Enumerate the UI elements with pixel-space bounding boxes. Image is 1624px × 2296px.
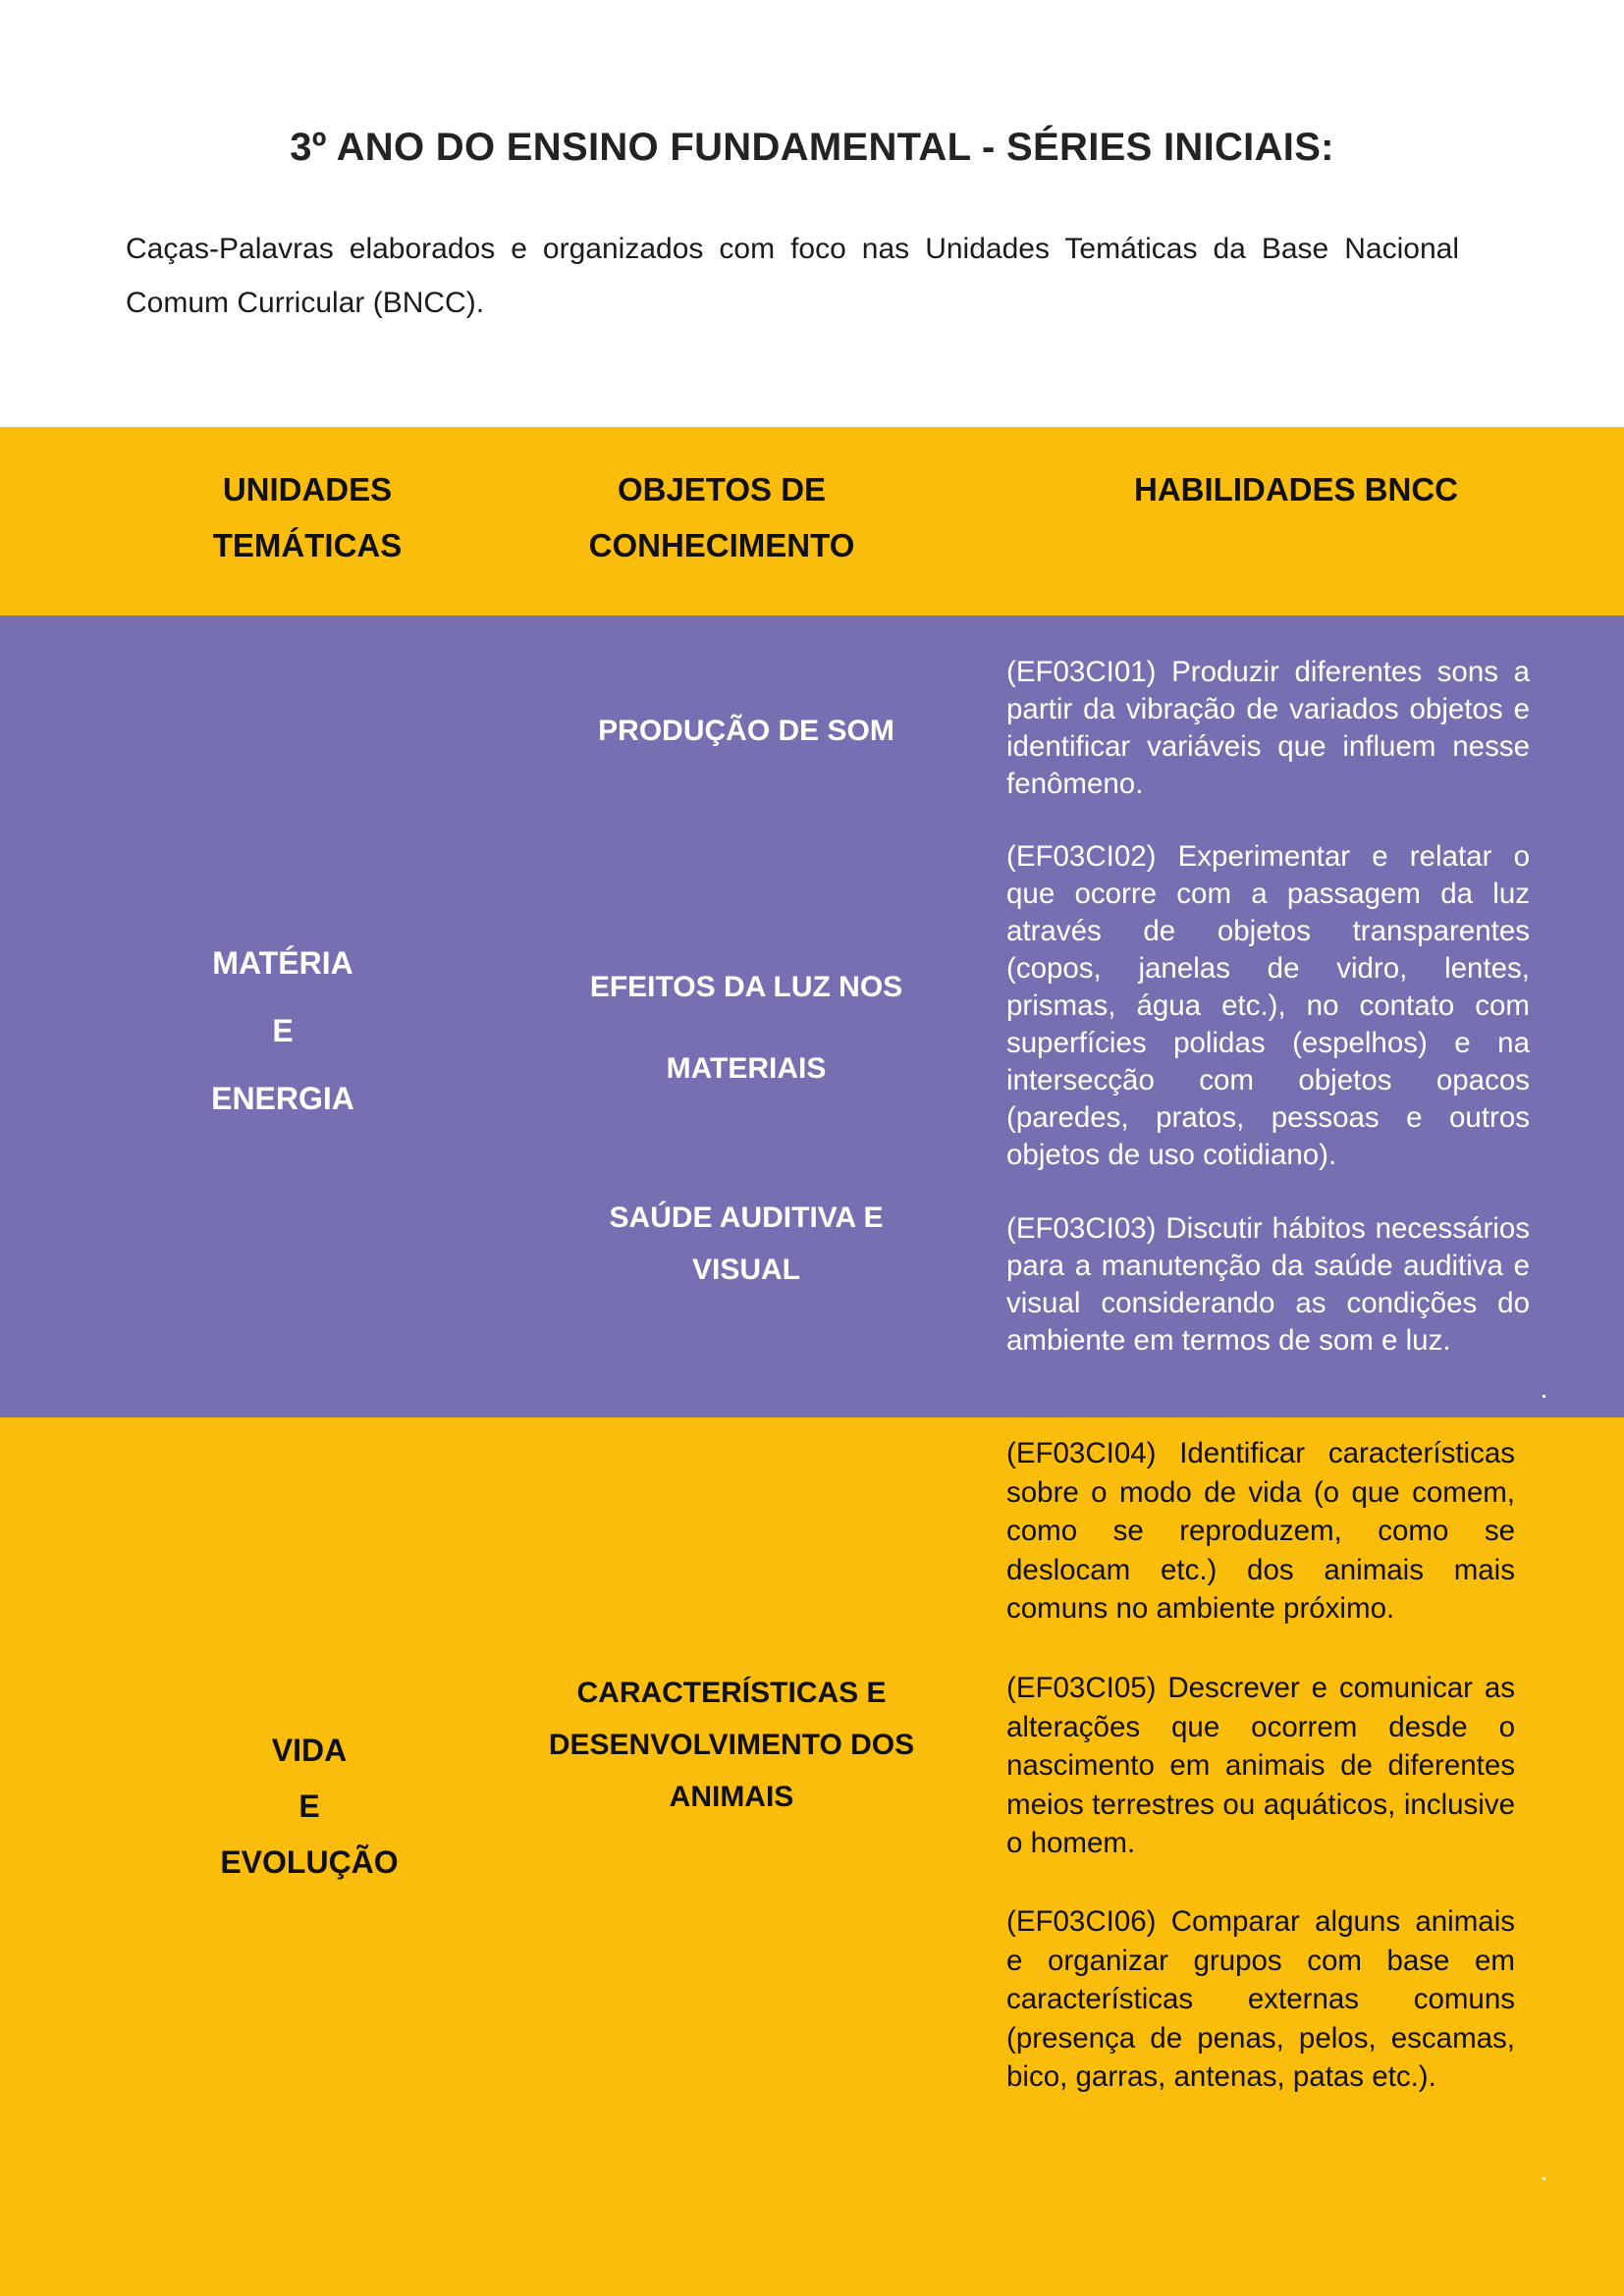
unit-vida-line-1: VIDA [271, 1733, 348, 1768]
header-objetos-conhecimento [569, 461, 874, 573]
object-saude-auditiva [550, 1192, 943, 1296]
unit-vida-evolucao [191, 1723, 427, 1891]
object-efeitos-luz [550, 946, 943, 1109]
object-saude-line-1: SAÚDE AUDITIVA E [609, 1201, 884, 1234]
object-animais-line-3: ANIMAIS [669, 1781, 794, 1813]
skill-ef03ci03: (EF03CI03) Discutir hábitos necessários para a manutenção da saúde auditiva e visual considerando as condições do ambiente em termos de som e luz. [1006, 1212, 1530, 1357]
decorative-dot [1543, 1395, 1545, 1398]
skill-ef03ci05: (EF03CI05) Descrever e comunicar as alterações que ocorrem desde o nascimento em animais de diferentes meios terrestres ou aquáticos, inclusive o homem. [1006, 1672, 1515, 1859]
header-unidades-tematicas [157, 461, 458, 573]
object-efeitos-luz-line-1: EFEITOS DA LUZ NOS [589, 971, 903, 1003]
object-caracteristicas-animais [520, 1667, 943, 1823]
header-unidades-line-2: TEMÁTICAS [212, 527, 403, 563]
unit-materia-energia [165, 930, 401, 1133]
decorative-dot [1543, 2177, 1545, 2180]
object-efeitos-luz-line-2: MATERIAIS [666, 1052, 827, 1085]
header-objetos-line-2: CONHECIMENTO [588, 527, 855, 563]
object-animais-line-1: CARACTERÍSTICAS E [576, 1677, 887, 1709]
unit-vida-line-2: E [298, 1789, 320, 1824]
unit-materia-line-2: E [272, 1013, 294, 1048]
unit-vida-line-3: EVOLUÇÃO [220, 1844, 399, 1880]
skill-ef03ci06: (EF03CI06) Comparar alguns animais e organizar grupos com base em características externas comuns (presença de penas, pelos, escamas, bico, garras, antenas, patas etc.). [1006, 1905, 1515, 2093]
header-habilidades-bncc: HABILIDADES BNCC [1134, 471, 1458, 507]
page-title: 3º ANO DO ENSINO FUNDAMENTAL - SÉRIES INICIAIS: [290, 126, 1334, 169]
object-animais-line-2: DESENVOLVIMENTO DOS [548, 1729, 915, 1761]
unit-materia-line-1: MATÉRIA [212, 945, 353, 981]
intro-paragraph: Caças-Palavras elaborados e organizados com foco nas Unidades Temáticas da Base Nacional Comum Curricular (BNCC). [126, 233, 1459, 319]
header-unidades-line-1: UNIDADES [222, 471, 393, 507]
header-objetos-line-1: OBJETOS DE [617, 471, 827, 507]
unit-materia-line-3: ENERGIA [211, 1081, 354, 1116]
skill-ef03ci02: (EF03CI02) Experimentar e relatar o que ocorre com a passagem da luz através de objetos transparentes (copos, janelas de vidro, lentes, prismas, água etc.), no contato com superfícies polidas (espelhos) e na intersecção com objetos opacos (paredes, pratos, pessoas e outros objetos de uso cotidiano). [1006, 840, 1530, 1171]
object-saude-line-2: VISUAL [691, 1254, 800, 1286]
skill-ef03ci04: (EF03CI04) Identificar características sobre o modo de vida (o que comem, como se reproduzem, como se deslocam etc.) dos animais mais comuns no ambiente próximo. [1006, 1437, 1515, 1625]
object-producao-som: PRODUÇÃO DE SOM [598, 715, 894, 747]
skill-ef03ci01: (EF03CI01) Produzir diferentes sons a partir da vibração de variados objetos e identificar variáveis que influem nesse fenômeno. [1006, 656, 1530, 800]
